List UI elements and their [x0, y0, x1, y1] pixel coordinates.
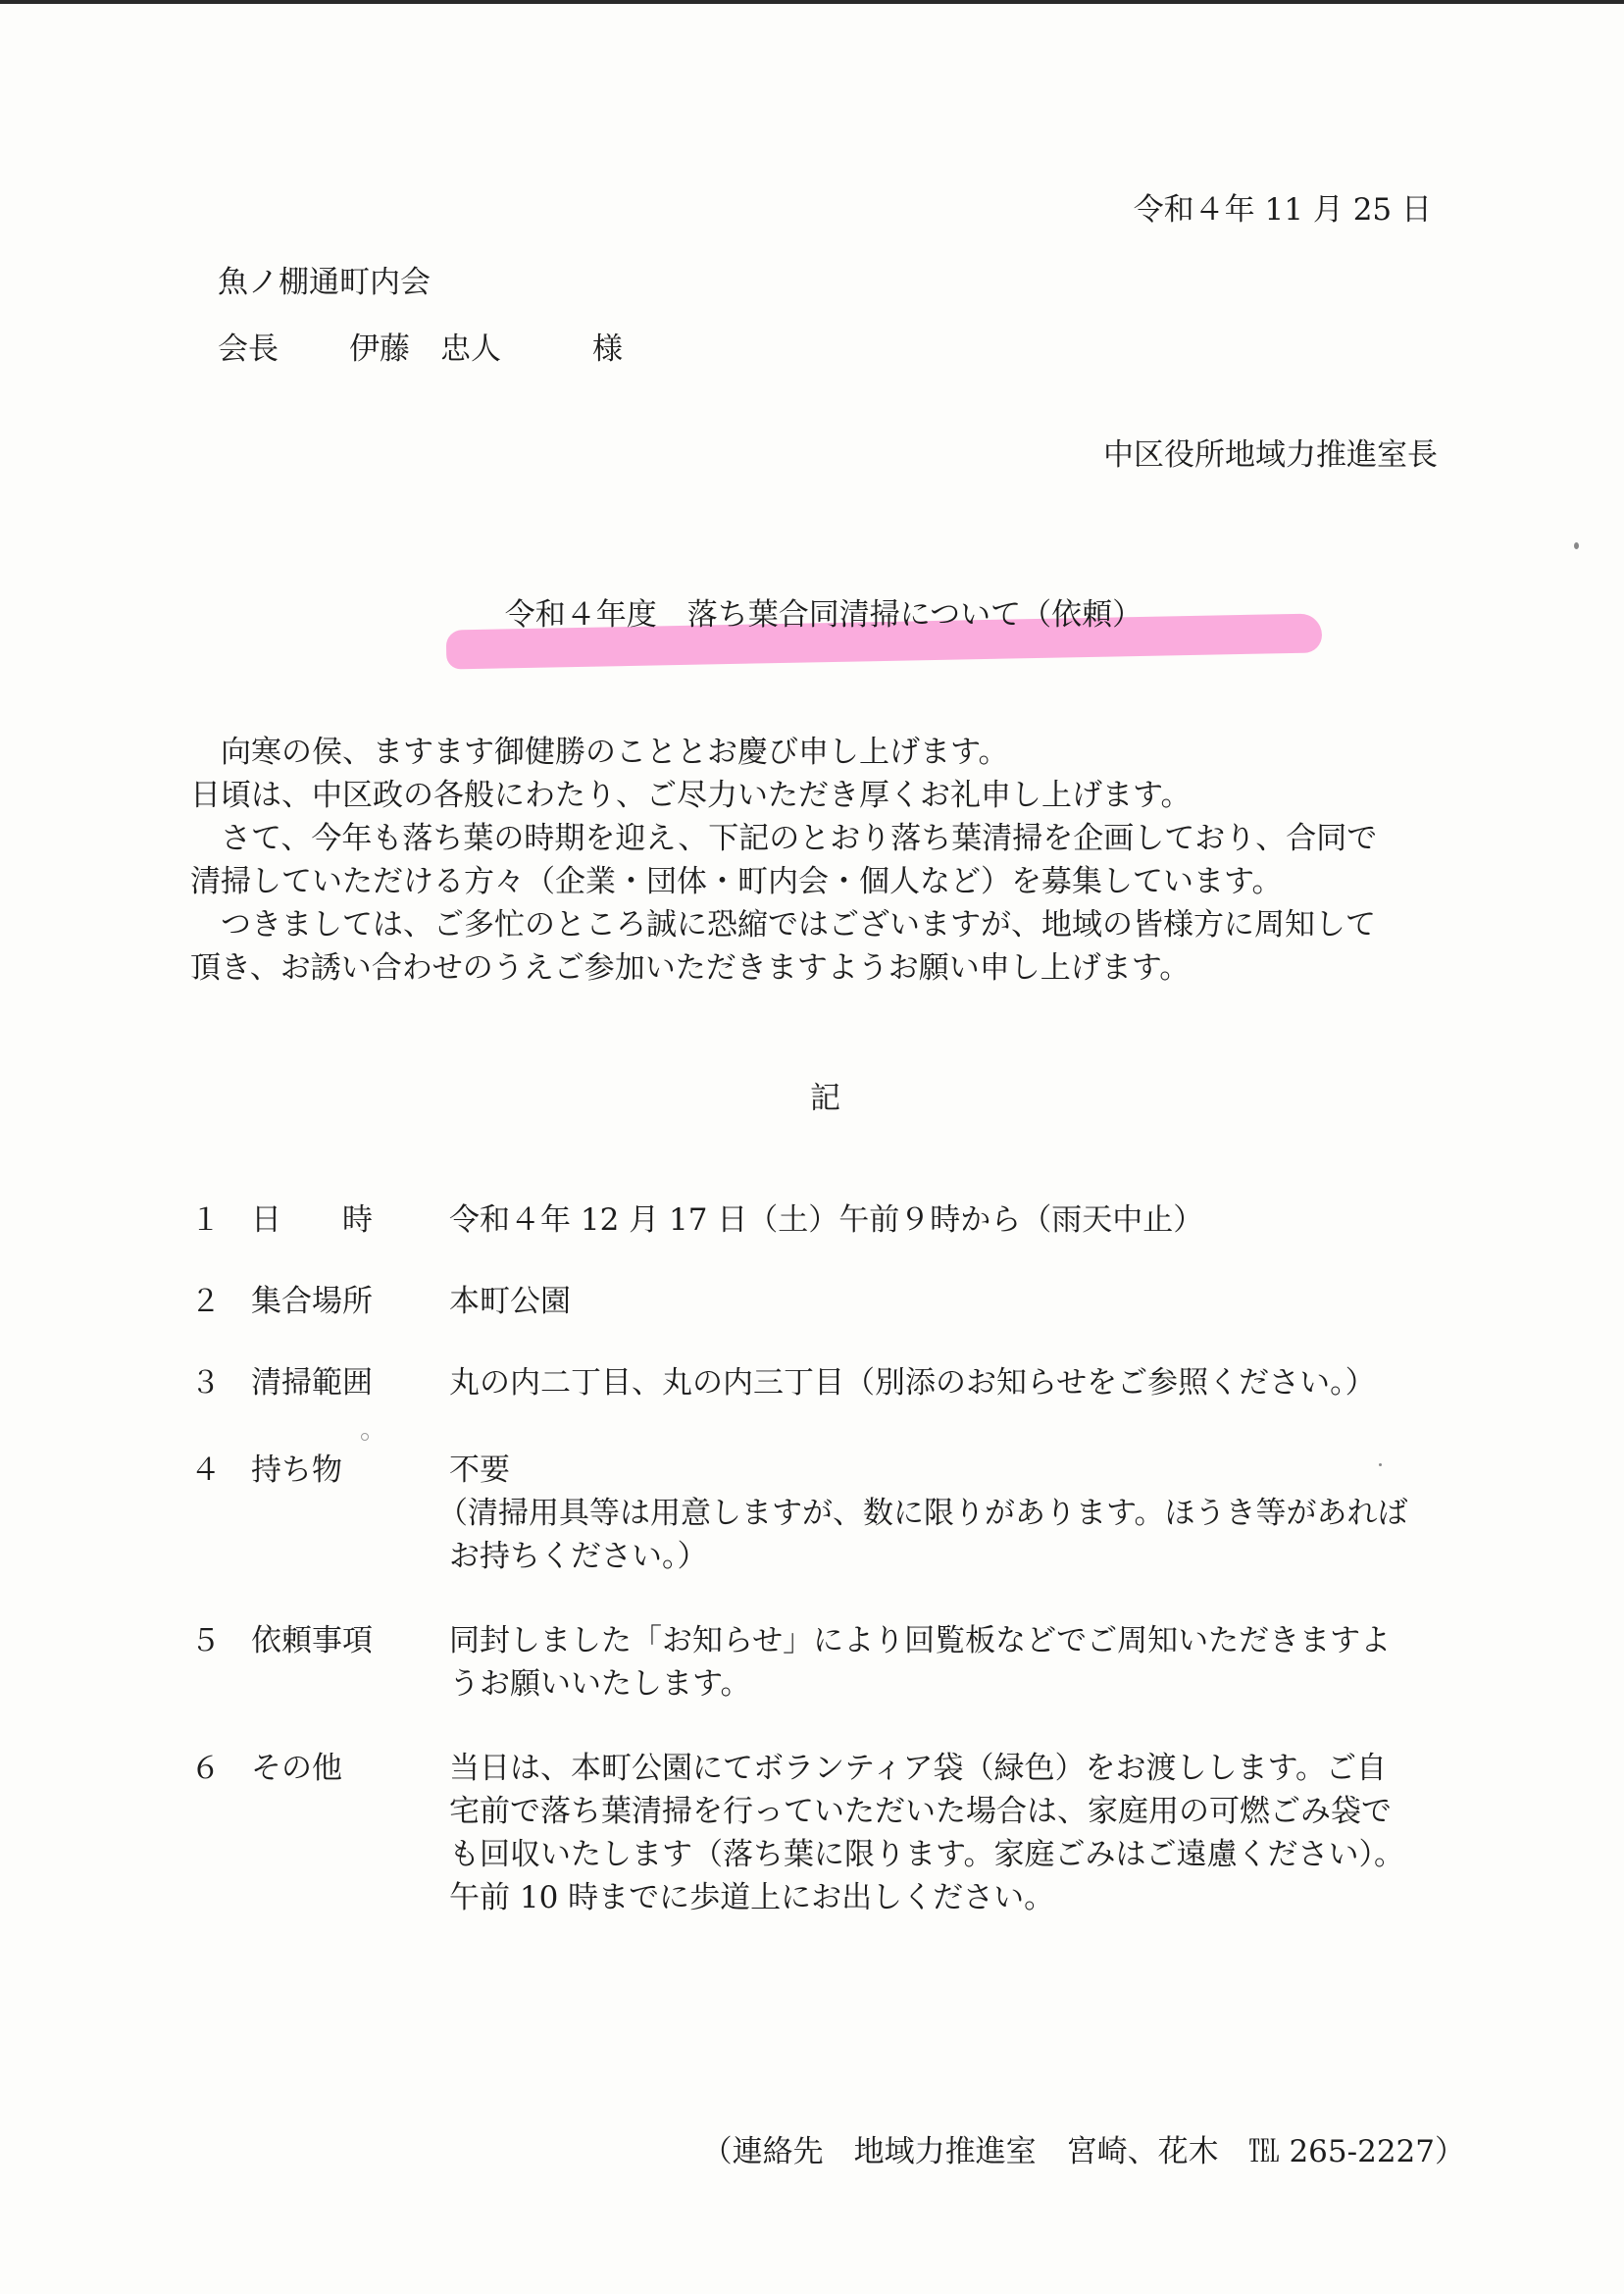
item-line: 同封しました「お知らせ」により回覧板などでご周知いただきますよ — [449, 1623, 1392, 1658]
addressee-honorific: 様 — [592, 331, 623, 367]
item-number: １ — [190, 1202, 221, 1238]
addressee-name: 伊藤 忠人 — [349, 331, 501, 367]
item-line: 不要 — [449, 1453, 510, 1488]
body-line: 清掃していただける方々（企業・団体・町内会・個人など）を募集しています。 — [190, 864, 1283, 899]
item-number: ６ — [190, 1751, 221, 1786]
sender: 中区役所地域力推進室長 — [1103, 437, 1438, 473]
scan-speck — [361, 1433, 369, 1441]
item-line: 本町公園 — [449, 1284, 571, 1319]
item-content — [449, 1198, 1203, 1242]
item-line: 丸の内二丁目、丸の内三丁目（別添のお知らせをご参照ください。） — [449, 1365, 1376, 1401]
addressee-title: 会長 — [218, 331, 279, 367]
item-number: ２ — [190, 1284, 221, 1319]
item-label: 集合場所 — [251, 1284, 373, 1319]
letter-subject: 令和４年度 落ち葉合同清掃について（依頼） — [504, 597, 1143, 633]
item-number: ４ — [190, 1453, 221, 1488]
item-label: 日 時 — [251, 1202, 373, 1238]
body-line: 頂き、お誘い合わせのうえご参加いただきますようお願い申し上げます。 — [190, 950, 1191, 986]
letter-date: 令和４年 11 月 25 日 — [1133, 192, 1432, 228]
item-line: 午前 10 時までに歩道上にお出しください。 — [449, 1880, 1055, 1915]
item-line: 宅前で落ち葉清掃を行っていただいた場合は、家庭用の可燃ごみ袋で — [449, 1794, 1392, 1829]
contact-info: （連絡先 地域力推進室 宮崎、花木 ℡ 265-2227） — [701, 2134, 1465, 2169]
body-line: 向寒の侯、ますます御健勝のこととお慶び申し上げます。 — [221, 735, 1009, 770]
ki-heading: 記 — [810, 1081, 840, 1116]
scan-edge — [0, 0, 1624, 4]
body-line: さて、今年も落ち葉の時期を迎え、下記のとおり落ち葉清掃を企画しており、合同で — [221, 821, 1378, 856]
item-content — [449, 1361, 1376, 1404]
item-content — [449, 1619, 1391, 1706]
subject-wrap — [481, 593, 1167, 637]
item-line: お持ちください。） — [449, 1539, 708, 1574]
letter-body — [190, 731, 1475, 990]
body-line: つきましては、ご多忙のところ誠に恐縮ではございますが、地域の皆様方に周知して — [221, 907, 1376, 943]
item-label: 依頼事項 — [251, 1623, 373, 1658]
item-label: 持ち物 — [251, 1453, 342, 1488]
item-line: も回収いたします（落ち葉に限ります。家庭ごみはご遠慮ください）。 — [449, 1837, 1405, 1872]
scan-speck — [1574, 542, 1579, 549]
item-content — [437, 1449, 1408, 1578]
item-line: （清掃用具等は用意しますが、数に限りがあります。ほうき等があれば — [437, 1496, 1408, 1531]
addressee-line — [218, 328, 623, 371]
item-content — [449, 1747, 1404, 1919]
item-number: ５ — [190, 1623, 221, 1658]
item-content — [449, 1280, 571, 1323]
body-line: 日頃は、中区政の各般にわたり、ご尽力いただき厚くお礼申し上げます。 — [190, 778, 1192, 813]
item-line: 令和４年 12 月 17 日（土）午前９時から（雨天中止） — [449, 1202, 1204, 1238]
item-label: 清掃範囲 — [251, 1365, 373, 1401]
item-line: 当日は、本町公園にてボランティア袋（緑色）をお渡しします。ご自 — [449, 1751, 1388, 1786]
item-line: うお願いいたします。 — [449, 1666, 751, 1702]
addressee-organization: 魚ノ棚通町内会 — [218, 265, 431, 300]
scan-speck — [1379, 1463, 1382, 1466]
item-number: ３ — [190, 1365, 221, 1401]
item-label: その他 — [251, 1751, 342, 1786]
